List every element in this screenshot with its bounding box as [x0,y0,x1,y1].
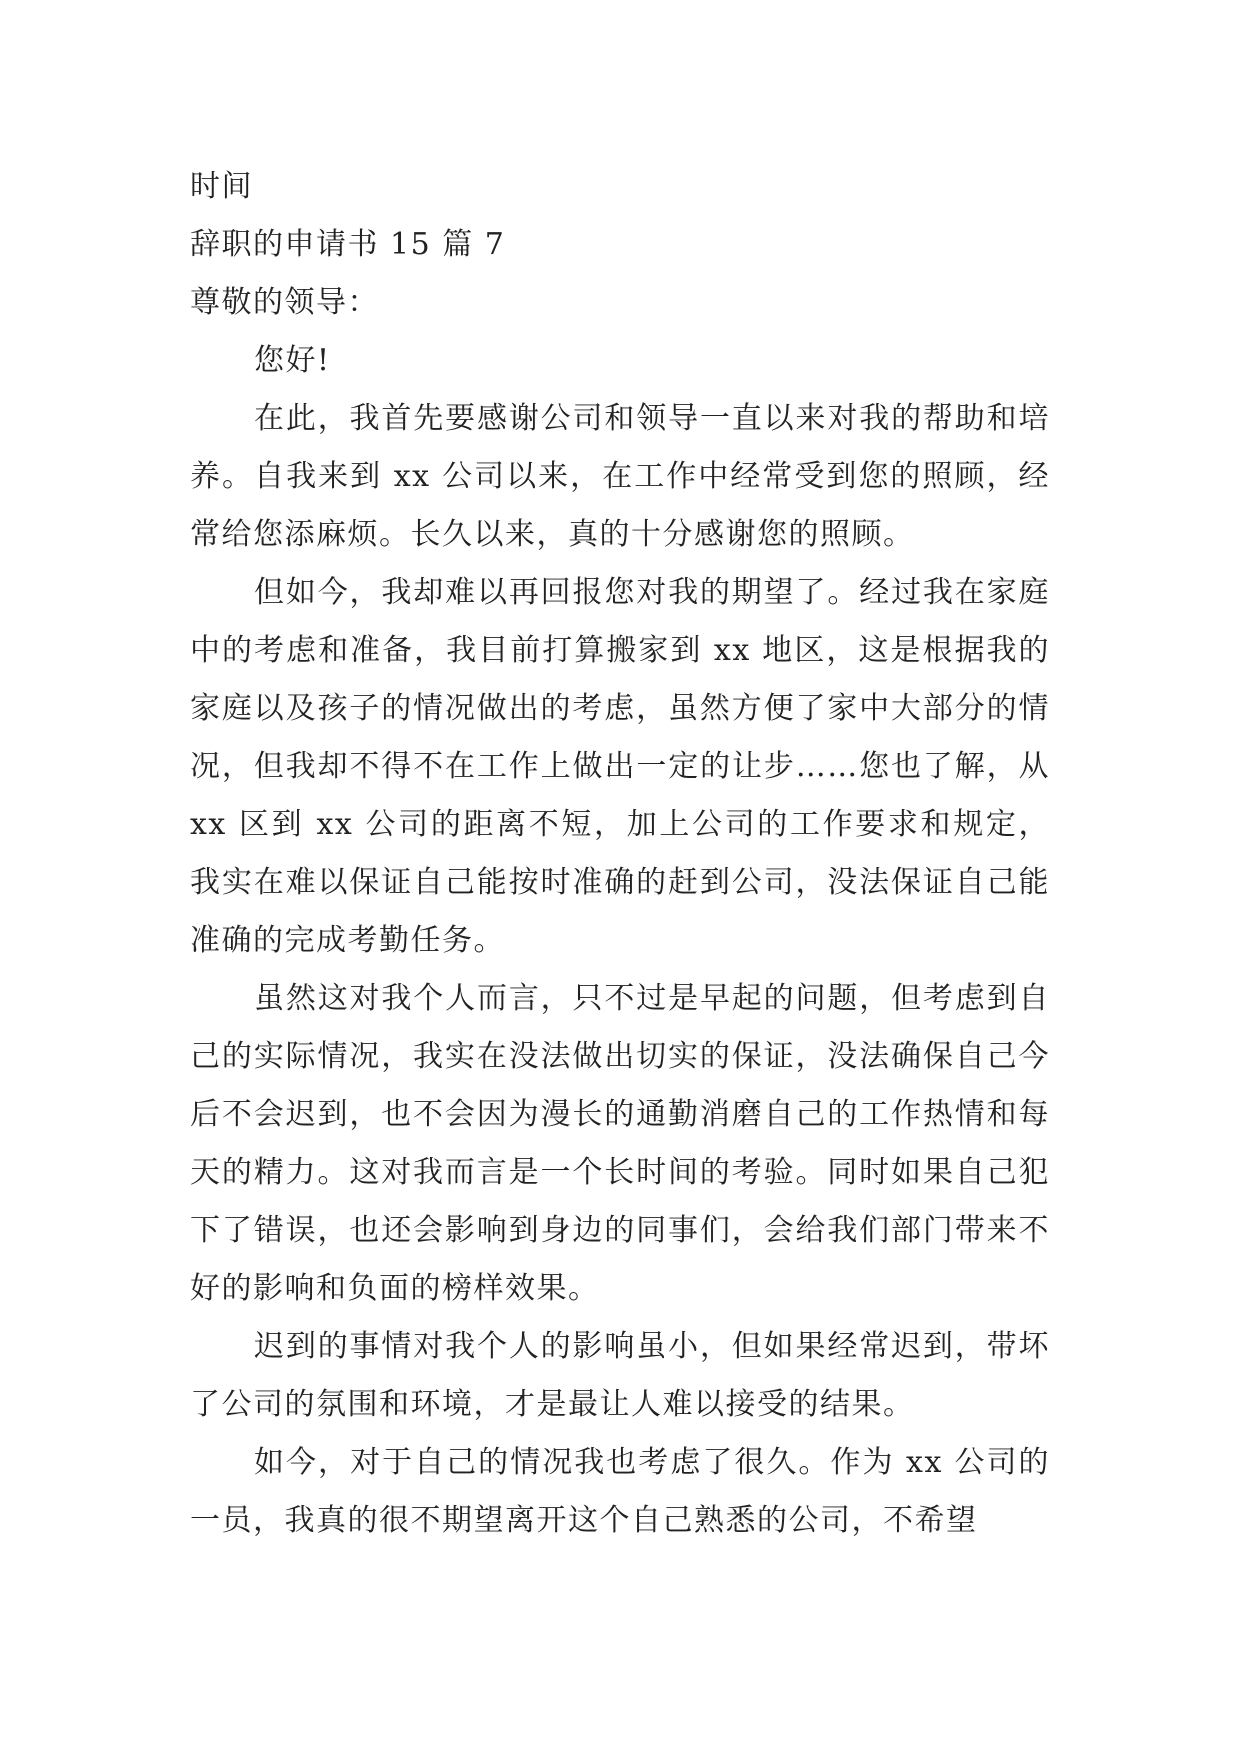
paragraph-4: 迟到的事情对我个人的影响虽小，但如果经常迟到，带坏了公司的氛围和环境，才是最让人难以接受的结果。 [190,1329,1050,1422]
document-title: 辞职的申请书 15 篇 7 [190,227,506,262]
paragraph-3: 虽然这对我个人而言，只不过是早起的问题，但考虑到自己的实际情况，我实在没法做出切实的保证，没法确保自己今后不会迟到，也不会因为漫长的通勤消磨自己的工作热情和每天的精力。这对我而言是一个长时间的考验。同时如果自己犯下了错误，也还会影响到身边的同事们，会给我们部门带来不好的影响和负面的榜样效果。 [190,981,1050,1306]
paragraph-1: 在此，我首先要感谢公司和领导一直以来对我的帮助和培养。自我来到 xx 公司以来，在工作中经常受到您的照顾，经常给您添麻烦。长久以来，真的十分感谢您的照顾。 [190,401,1050,552]
paragraph-2: 但如今，我却难以再回报您对我的期望了。经过我在家庭中的考虑和准备，我目前打算搬家到 xx 地区，这是根据我的家庭以及孩子的情况做出的考虑，虽然方便了家中大部分的情况，但我却不得不在工作上做出一定的让步……您也了解，从 xx 区到 xx 公司的距离不短，加上公司的工作要求和规定，我实在难以保证自己能按时准确的赶到公司，没法保证自己能准确的完成考勤任务。 [190,575,1050,958]
time-label: 时间 [190,169,253,204]
greeting: 您好! [254,343,331,378]
document-body [190,158,1050,1550]
salutation: 尊敬的领导： [190,285,379,320]
paragraph-5: 如今，对于自己的情况我也考虑了很久。作为 xx 公司的一员，我真的很不期望离开这个自己熟悉的公司，不希望 [190,1445,1050,1538]
